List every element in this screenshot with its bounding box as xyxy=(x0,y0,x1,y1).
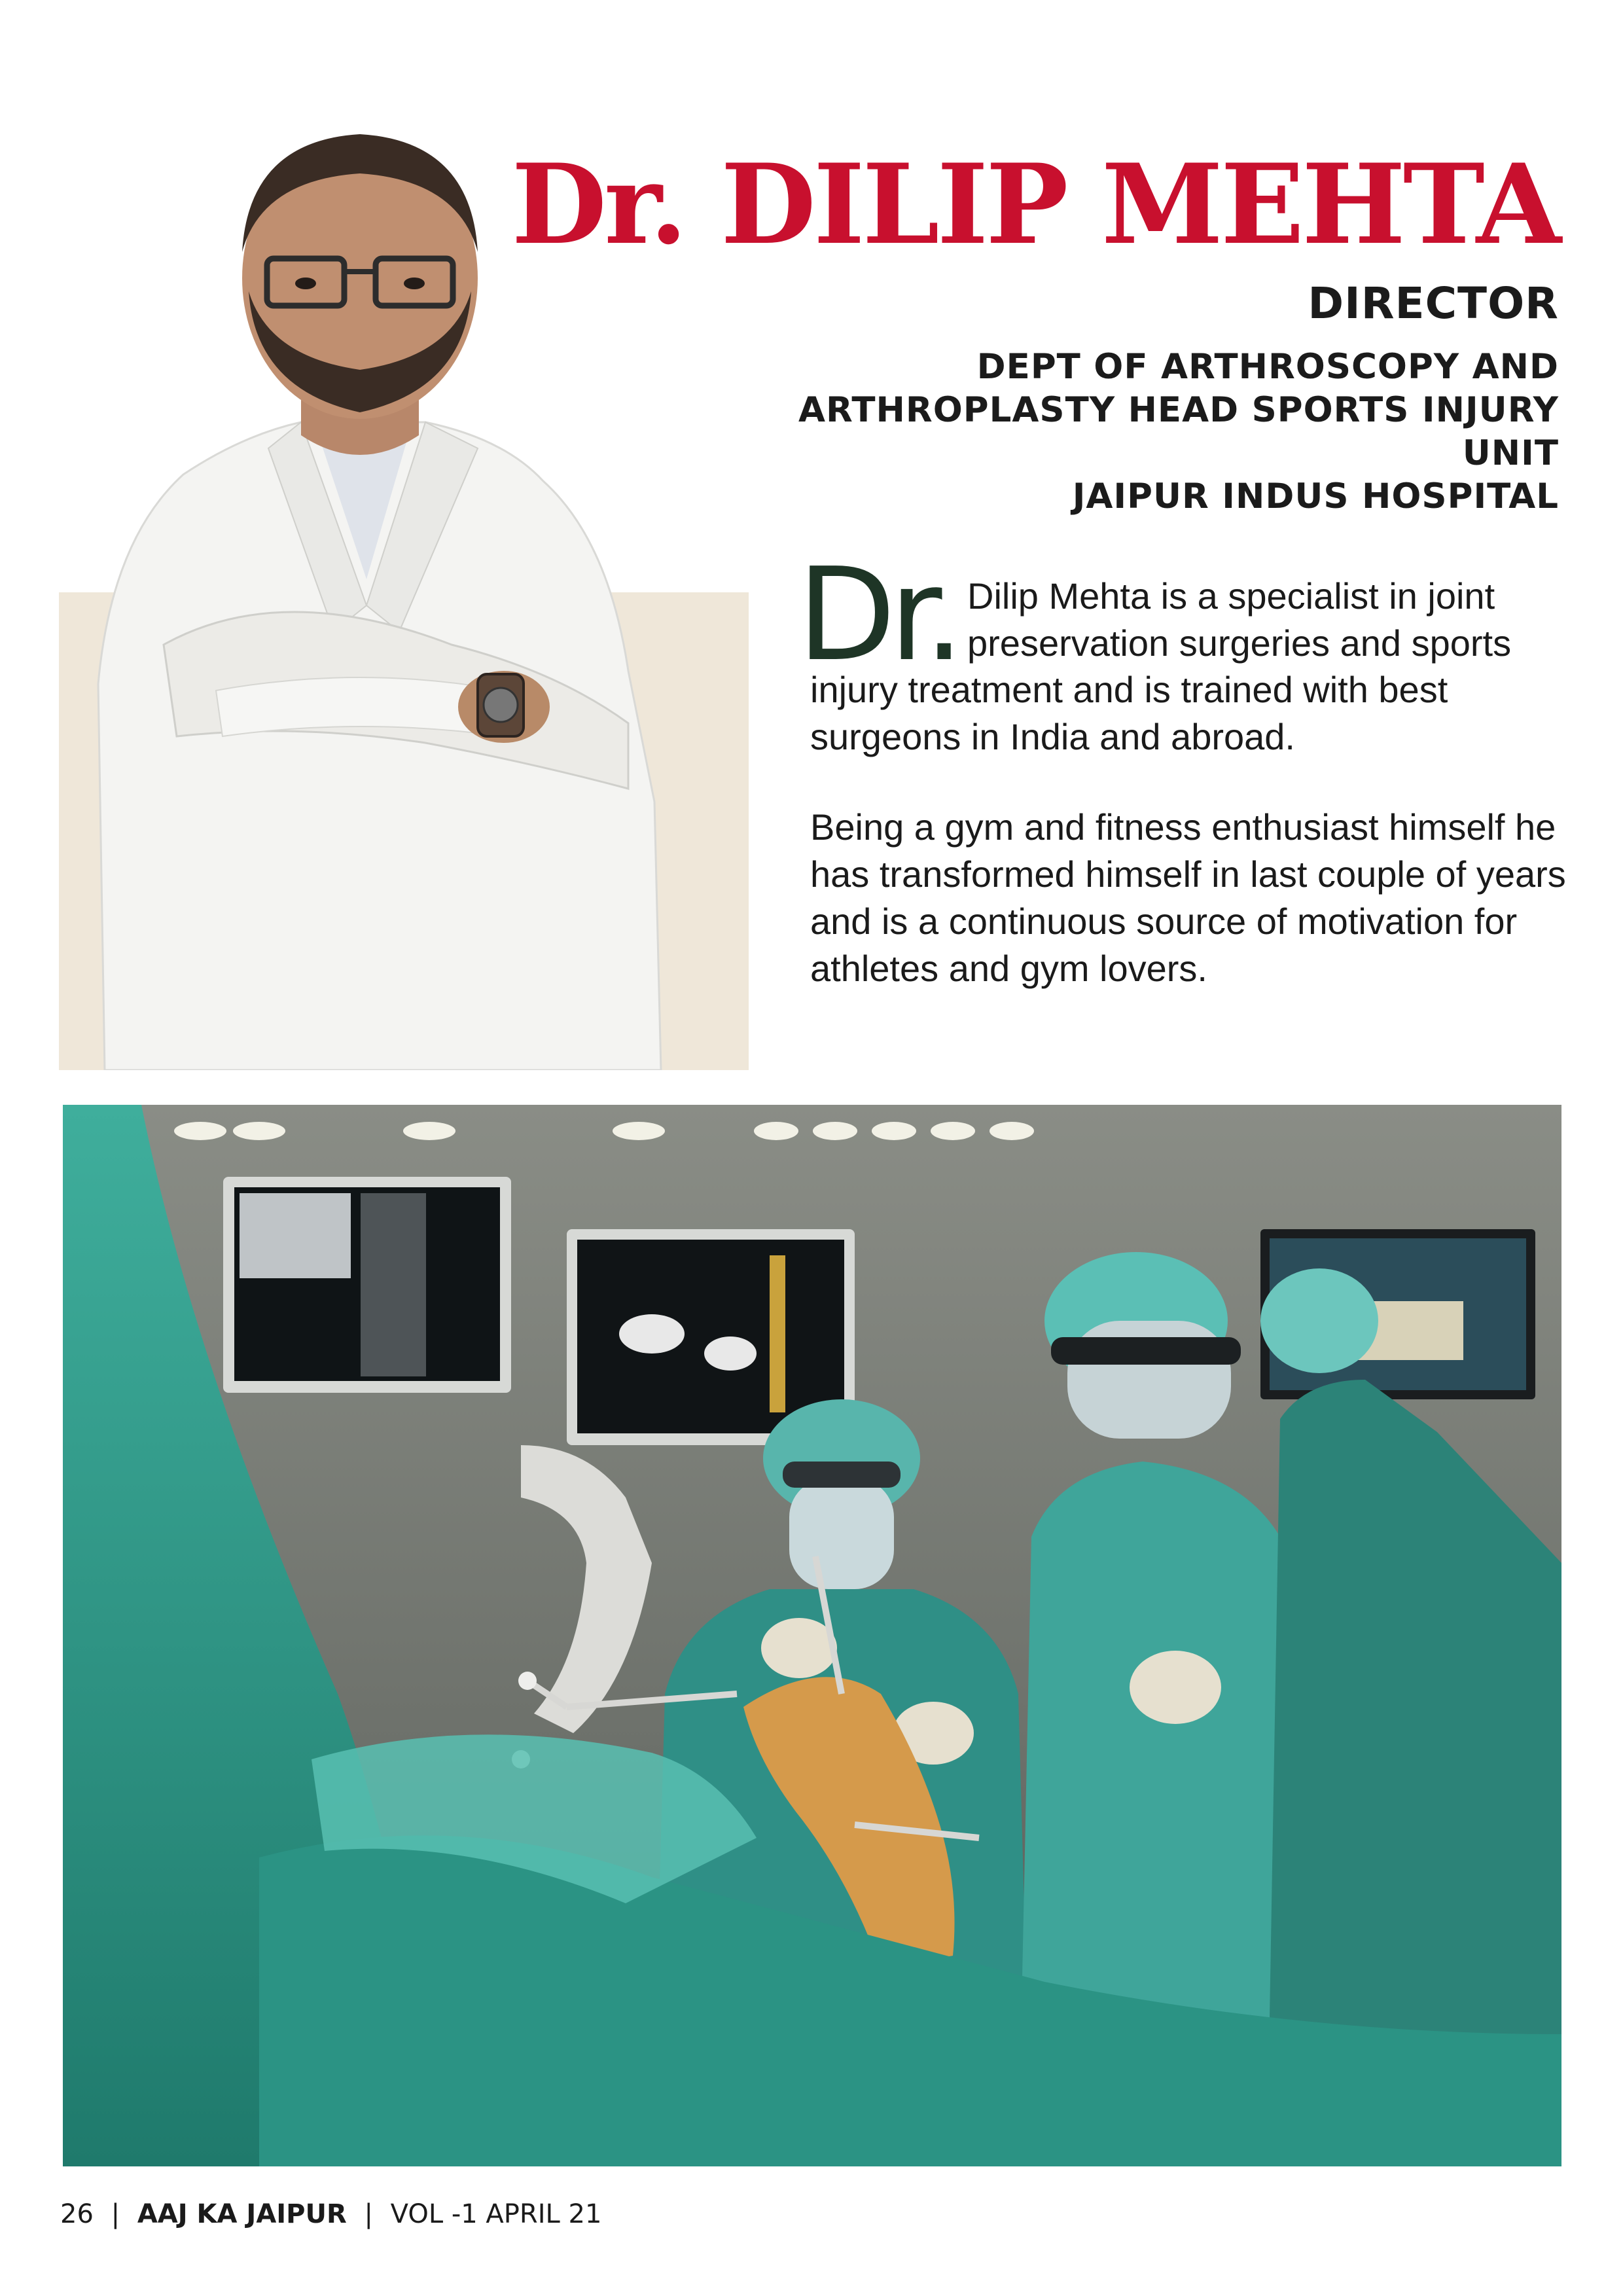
paragraph-line: surgeons in India and abroad. xyxy=(810,716,1295,757)
department-line: DEPT OF ARTHROSCOPY AND xyxy=(976,347,1559,387)
paragraph-line: preservation surgeries and sports xyxy=(967,622,1512,664)
page-number: 26 xyxy=(60,2199,94,2229)
paragraph-line: and is a continuous source of motivation for xyxy=(810,901,1518,942)
department-line: JAIPUR INDUS HOSPITAL xyxy=(1072,476,1559,516)
intro-paragraph-first-lines xyxy=(967,573,1582,667)
publication-name: AAJ KA JAIPUR xyxy=(137,2199,347,2229)
paragraph-line: has transformed himself in last couple of years xyxy=(810,853,1566,895)
intro-paragraph-continued xyxy=(810,666,1582,761)
issue-label: VOL -1 APRIL 21 xyxy=(390,2199,602,2229)
doctor-name-heading: Dr. DILIP MEHTA xyxy=(511,139,1559,269)
footer-separator: | xyxy=(111,2199,120,2229)
fitness-paragraph xyxy=(810,804,1582,992)
footer-separator: | xyxy=(364,2199,373,2229)
paragraph-line: Being a gym and fitness enthusiast himself he xyxy=(810,806,1556,848)
drop-cap: Dr. xyxy=(797,541,958,690)
page-footer xyxy=(60,2199,601,2229)
paragraph-line: injury treatment and is trained with best xyxy=(810,669,1448,710)
paragraph-line: Dilip Mehta is a specialist in joint xyxy=(967,575,1495,617)
doctor-role: DIRECTOR xyxy=(1308,278,1559,329)
department-block xyxy=(708,346,1559,518)
operating-room-photo xyxy=(63,1105,1561,2166)
paragraph-line: athletes and gym lovers. xyxy=(810,948,1207,989)
department-line: ARTHROPLASTY HEAD SPORTS INJURY UNIT xyxy=(798,390,1559,473)
